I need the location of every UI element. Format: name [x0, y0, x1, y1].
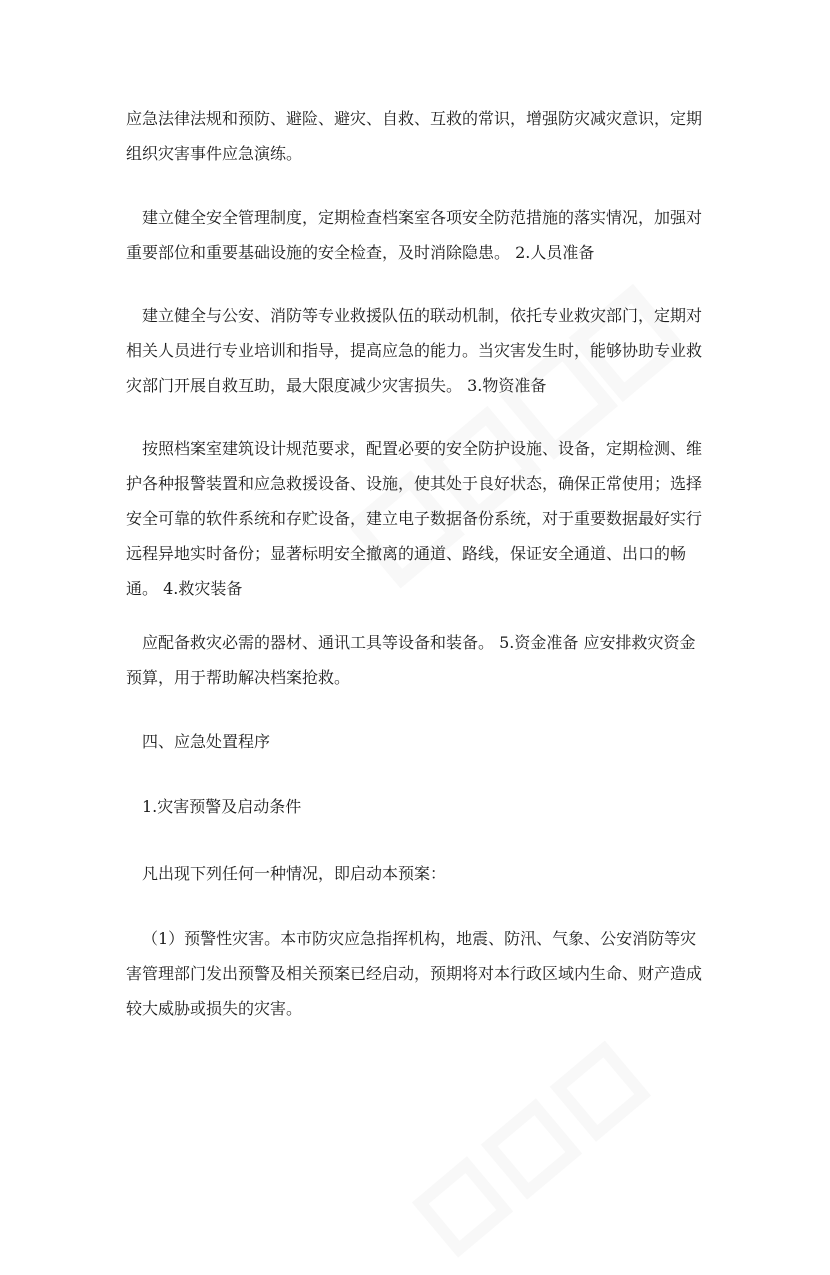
paragraph-safety-management: 建立健全安全管理制度，定期检查档案室各项安全防范措施的落实情况，加强对重要部位和重要基础设施的安全检查，及时消除隐患。 2.人员准备 — [126, 208, 703, 262]
paragraph-emergency-knowledge: 应急法律法规和预防、避险、避灾、自救、互救的常识，增强防灾减灾意识，定期组织灾害事件应急演练。 — [126, 109, 703, 163]
subsection-heading-warning-conditions: 1.灾害预警及启动条件 — [142, 797, 302, 816]
paragraph-personnel-preparation: 建立健全与公安、消防等专业救援队伍的联动机制，依托专业救灾部门，定期对相关人员进行专业培训和指导，提高应急的能力。当灾害发生时，能够协助专业救灾部门开展自救互助，最大限度减少灾害损失。 3.物资准备 — [126, 306, 703, 395]
paragraph-equipment-funding: 应配备救灾必需的器材、通讯工具等设备和装备。 5.资金准备 应安排救灾资金预算，用于帮助解决档案抢救。 — [126, 633, 696, 687]
paragraph-warning-disaster: （1）预警性灾害。本市防灾应急指挥机构，地震、防汛、气象、公安消防等灾害管理部门发出预警及相关预案已经启动，预期将对本行政区域内生命、财产造成较大威胁或损失的灾害。 — [126, 929, 703, 1018]
paragraph-trigger-conditions: 凡出现下列任何一种情况，即启动本预案： — [142, 864, 447, 883]
paragraph-material-preparation: 按照档案室建筑设计规范要求，配置必要的安全防护设施、设备，定期检测、维护各种报警装置和应急救援设备、设施，使其处于良好状态，确保正常使用；选择安全可靠的软件系统和存贮设备，建立电子数据备份系统，对于重要数据最好实行远程异地实时备份；显著标明安全撤离的通道、路线，保证安全通道、出口的畅通。 4.救灾装备 — [126, 439, 703, 598]
section-heading-emergency-procedure: 四、应急处置程序 — [142, 732, 271, 751]
watermark-logo-bottom — [403, 1005, 697, 1274]
